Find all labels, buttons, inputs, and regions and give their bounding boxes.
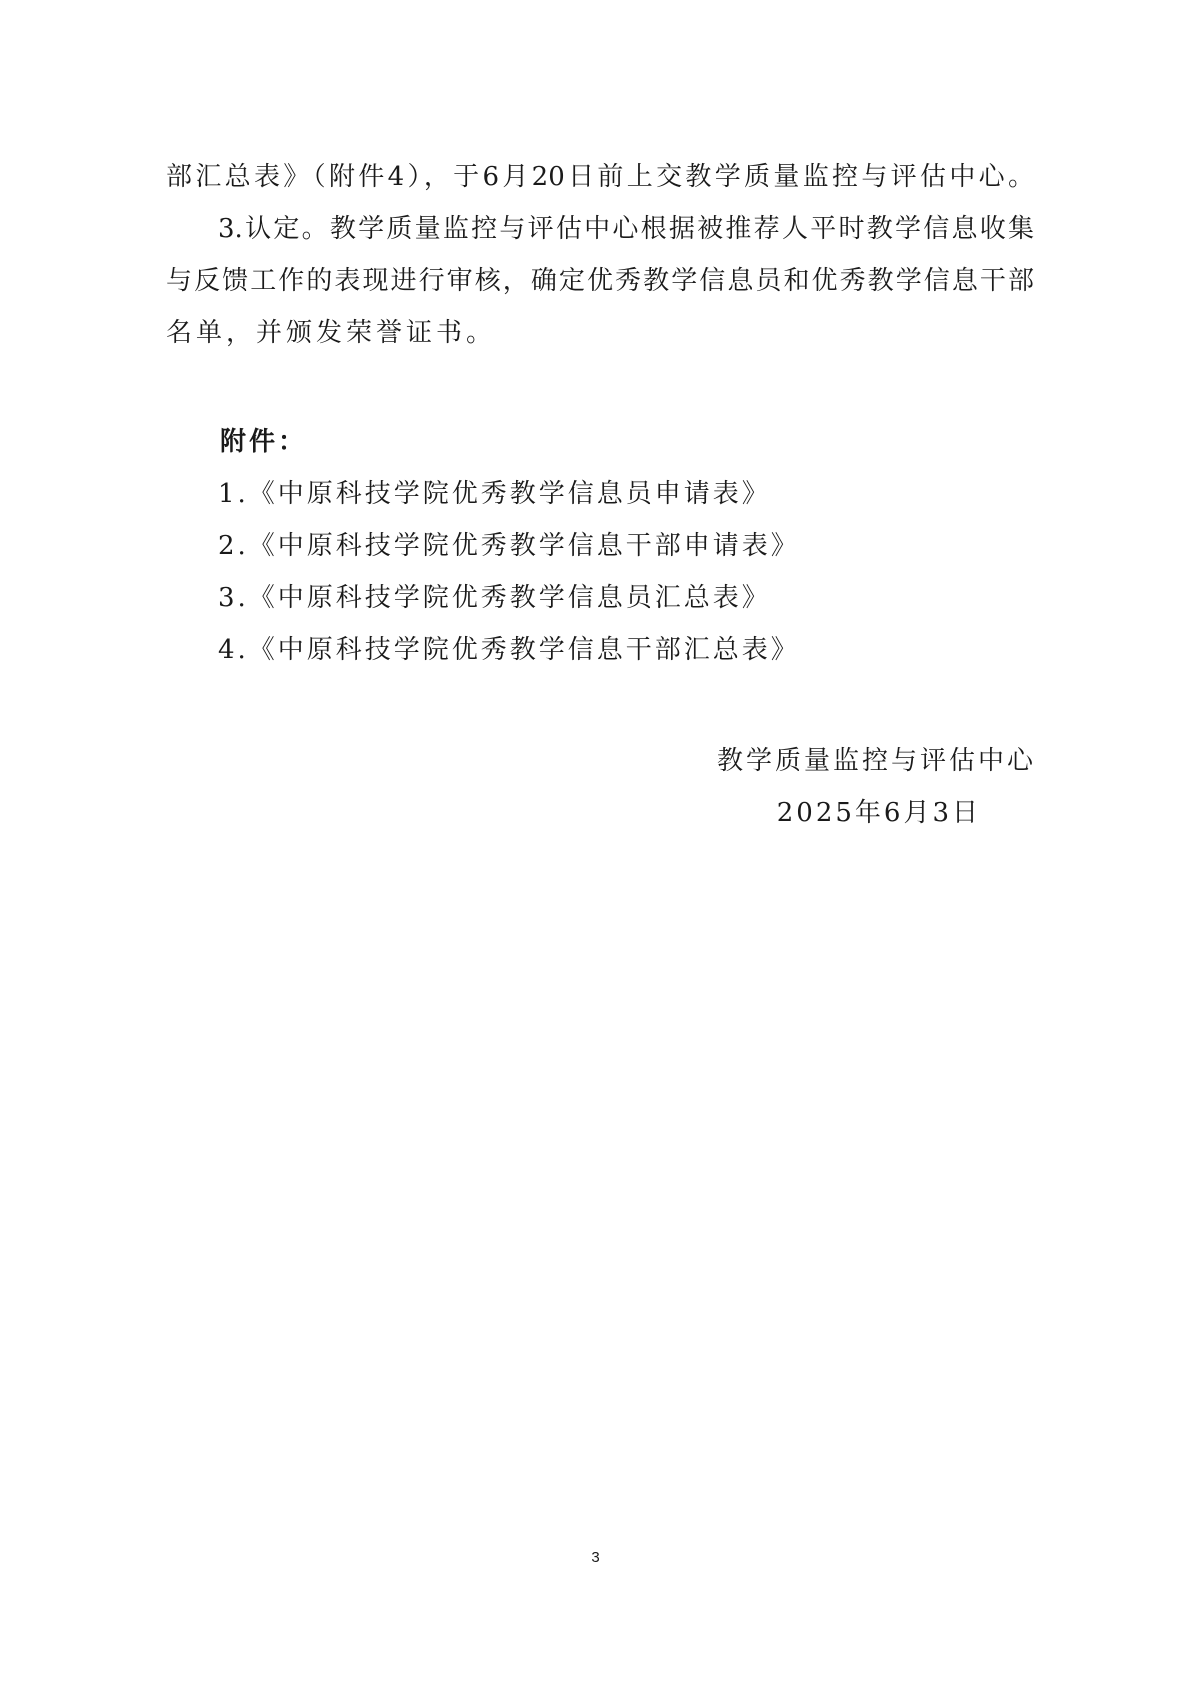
paragraph-line-1: 部汇总表》（附件4），于6月20日前上交教学质量监控与评估中心。 xyxy=(166,162,1034,192)
paragraph-line-3: 与反馈工作的表现进行审核，确定优秀教学信息员和优秀教学信息干部 xyxy=(166,266,1034,296)
attachment-item-1: 1.《中原科技学院优秀教学信息员申请表》 xyxy=(218,479,771,509)
paragraph-line-2: 3.认定。教学质量监控与评估中心根据被推荐人平时教学信息收集 xyxy=(218,214,1034,244)
signature-date: 2025年6月3日 xyxy=(776,798,981,828)
attachment-item-2: 2.《中原科技学院优秀教学信息干部申请表》 xyxy=(218,531,800,561)
page-number: 3 xyxy=(591,1549,600,1566)
attachment-item-4: 4.《中原科技学院优秀教学信息干部汇总表》 xyxy=(218,635,800,665)
paragraph-line-4: 名单，并颁发荣誉证书。 xyxy=(166,318,497,348)
attachment-item-3: 3.《中原科技学院优秀教学信息员汇总表》 xyxy=(218,583,771,613)
attachments-heading: 附件： xyxy=(220,427,308,457)
signature-organization: 教学质量监控与评估中心 xyxy=(716,746,1036,776)
